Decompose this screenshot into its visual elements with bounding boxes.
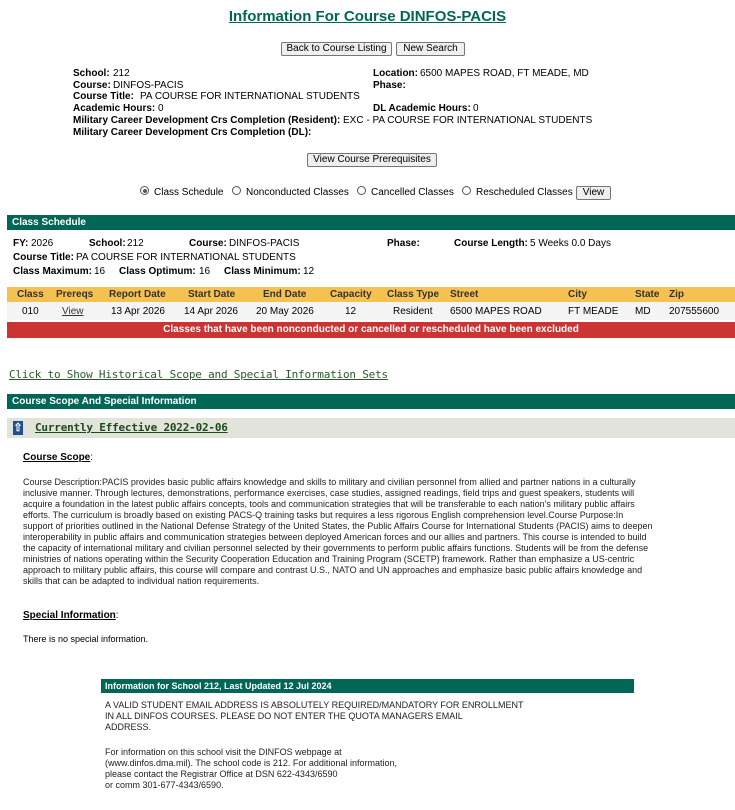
phase-label: Phase: — [373, 80, 406, 91]
radio-label-nonconducted: Nonconducted Classes — [246, 187, 349, 198]
radio-cancelled-classes[interactable] — [357, 186, 366, 195]
col-street: Street — [450, 289, 479, 300]
scope-line: acquire a foundation in the latest public affairs concepts, tools and communication strategies that will be transferable to each nation's military public affairs — [23, 499, 635, 509]
dl-hours-label: DL Academic Hours: — [373, 103, 471, 114]
col-capacity: Capacity — [330, 289, 372, 300]
class-max-value: 16 — [94, 266, 106, 277]
radio-label-rescheduled: Rescheduled Classes — [476, 187, 573, 198]
currently-effective-link[interactable]: Currently Effective 2022-02-06 — [35, 421, 228, 434]
scope-line: the capacity of international military and civilian personnel selected by their governments to perform public affairs functions. Students will be from the defense — [23, 543, 649, 553]
school-value: 212 — [113, 68, 130, 79]
cs-school-value: 212 — [127, 238, 144, 249]
new-search-button[interactable]: New Search — [396, 42, 465, 56]
contact-line: or comm 301-677-4343/6590. — [105, 780, 224, 790]
cs-phase-label: Phase: — [387, 238, 420, 249]
mcd-dl-label: Military Career Development Crs Completion (DL): — [73, 127, 312, 138]
cell-class-type: Resident — [393, 306, 433, 317]
cs-course-value: DINFOS-PACIS — [229, 238, 300, 249]
dl-hours-value: 0 — [473, 103, 479, 114]
back-to-course-listing-button[interactable]: Back to Course Listing — [281, 42, 392, 56]
cs-title-label: Course Title: — [13, 252, 74, 263]
col-class: Class — [17, 289, 44, 300]
radio-rescheduled-classes[interactable] — [462, 186, 471, 195]
radio-nonconducted-classes[interactable] — [232, 186, 241, 195]
col-zip: Zip — [669, 289, 684, 300]
academic-hours-label: Academic Hours: — [73, 103, 156, 114]
mcd-resident-label: Military Career Development Crs Completion (Resident): — [73, 115, 341, 126]
cell-capacity: 12 — [345, 306, 357, 317]
course-scope-text — [23, 477, 735, 587]
notice-line: IN ALL DINFOS COURSES. PLEASE DO NOT ENTER THE QUOTA MANAGERS EMAIL — [105, 711, 463, 721]
page-title: Information For Course DINFOS-PACIS — [228, 8, 507, 25]
course-length-value: 5 Weeks 0.0 Days — [530, 238, 611, 249]
school-info-notice — [105, 700, 625, 733]
class-opt-value: 16 — [199, 266, 211, 277]
school-label: School: — [73, 68, 110, 79]
cs-title-value: PA COURSE FOR INTERNATIONAL STUDENTS — [76, 252, 296, 263]
school-info-header: Information for School 212, Last Updated 12 Jul 2024 — [101, 679, 634, 693]
course-scope-colon: : — [90, 452, 94, 463]
col-end-date: End Date — [263, 289, 307, 300]
course-title-value: PA COURSE FOR INTERNATIONAL STUDENTS — [140, 91, 360, 102]
scope-line: ministries of nations operating within the Security Cooperation Education and Training Program (SCETP) framework. Rather than emphasize a US-centric — [23, 554, 635, 564]
special-info-label: Special Information — [23, 610, 116, 621]
scope-line: Course Description:PACIS provides basic public affairs knowledge and skills to military and civilian personnel from allied and partner nations in a culturally — [23, 477, 636, 487]
cell-street: 6500 MAPES ROAD — [450, 306, 542, 317]
class-min-label: Class Minimum: — [224, 266, 301, 277]
class-schedule-header: Class Schedule — [7, 215, 735, 230]
radio-label-class-schedule: Class Schedule — [154, 187, 224, 198]
scope-line: support of priorities outlined in the National Defense Strategy of the United States, the Public Affairs Course for International Students (PACIS) aims to deepen — [23, 521, 653, 531]
col-prereqs: Prereqs — [56, 289, 94, 300]
course-value: DINFOS-PACIS — [113, 80, 184, 91]
col-class-type: Class Type — [387, 289, 440, 300]
class-max-label: Class Maximum: — [13, 266, 92, 277]
cell-report-date: 13 Apr 2026 — [111, 306, 165, 317]
notice-line: A VALID STUDENT EMAIL ADDRESS IS ABSOLUTELY REQUIRED/MANDATORY FOR ENROLLMENT — [105, 700, 524, 710]
cs-course-label: Course: — [189, 238, 227, 249]
cs-school-label: School: — [89, 238, 126, 249]
radio-label-cancelled: Cancelled Classes — [371, 187, 454, 198]
col-city: City — [568, 289, 587, 300]
excluded-classes-notice: Classes that have been nonconducted or cancelled or rescheduled have been excluded — [7, 322, 735, 338]
notice-line: ADDRESS. — [105, 722, 152, 732]
contact-line: (www.dinfos.dma.mil). The school code is 212. For additional information, — [105, 758, 397, 768]
scope-line: skills that can be adapted to individual nation requirements. — [23, 576, 260, 586]
course-scope-header: Course Scope And Special Information — [7, 394, 735, 409]
course-length-label: Course Length: — [454, 238, 528, 249]
course-scope-label-row — [23, 452, 93, 463]
mcd-resident-value: EXC - PA COURSE FOR INTERNATIONAL STUDENTS — [343, 115, 593, 126]
prereqs-view-link[interactable]: View — [62, 306, 84, 317]
table-row — [7, 302, 735, 320]
course-label: Course: — [73, 80, 111, 91]
fy-label: FY: — [13, 238, 29, 249]
cell-city: FT MEADE — [568, 306, 619, 317]
scope-line: inclusive manner. Through lectures, demonstrations, performance exercises, case studies, assigned readings, field trips and guest speakers, students will — [23, 488, 635, 498]
col-state: State — [635, 289, 660, 300]
cell-start-date: 14 Apr 2026 — [184, 306, 238, 317]
cell-end-date: 20 May 2026 — [256, 306, 314, 317]
academic-hours-value: 0 — [158, 103, 164, 114]
contact-line: For information on this school visit the DINFOS webpage at — [105, 747, 342, 757]
arrow-up-icon[interactable]: ⇧ — [13, 422, 23, 434]
location-label: Location: — [373, 68, 418, 79]
cell-class: 010 — [22, 306, 39, 317]
class-opt-label: Class Optimum: — [119, 266, 196, 277]
fy-value: 2026 — [31, 238, 54, 249]
school-info-contact — [105, 747, 625, 791]
col-start-date: Start Date — [188, 289, 236, 300]
effective-bar — [7, 418, 735, 438]
special-info-label-row — [23, 610, 119, 621]
class-table-header — [7, 287, 735, 302]
special-info-text: There is no special information. — [23, 634, 149, 644]
scope-line: efforts. The curriculum is broadly based on existing PACS-Q training tasks but requires a less rigorous English comprehension level.Course Purpose:In — [23, 510, 624, 520]
view-button[interactable]: View — [576, 186, 611, 200]
course-scope-label: Course Scope — [23, 452, 91, 463]
class-min-value: 12 — [303, 266, 315, 277]
scope-line: approach to military public affairs, this course will compare and contrast U.S., NATO and UN approaches and emphasize basic public affairs knowledge and — [23, 565, 643, 575]
course-title-label: Course Title: — [73, 91, 134, 102]
cell-state: MD — [635, 306, 651, 317]
radio-class-schedule[interactable] — [140, 186, 149, 195]
special-info-colon: : — [115, 610, 119, 621]
historical-scope-link[interactable]: Click to Show Historical Scope and Special Information Sets — [9, 368, 388, 381]
view-course-prerequisites-button[interactable]: View Course Prerequisites — [307, 153, 437, 167]
contact-line: please contact the Registrar Office at DSN 622-4343/6590 — [105, 769, 338, 779]
col-report-date: Report Date — [109, 289, 166, 300]
cell-zip: 207555600 — [669, 306, 720, 317]
scope-line: interoperability in public affairs and communication strategies between deployed American forces and our allies and partners. This course is intended to build — [23, 532, 647, 542]
location-value: 6500 MAPES ROAD, FT MEADE, MD — [420, 68, 589, 79]
